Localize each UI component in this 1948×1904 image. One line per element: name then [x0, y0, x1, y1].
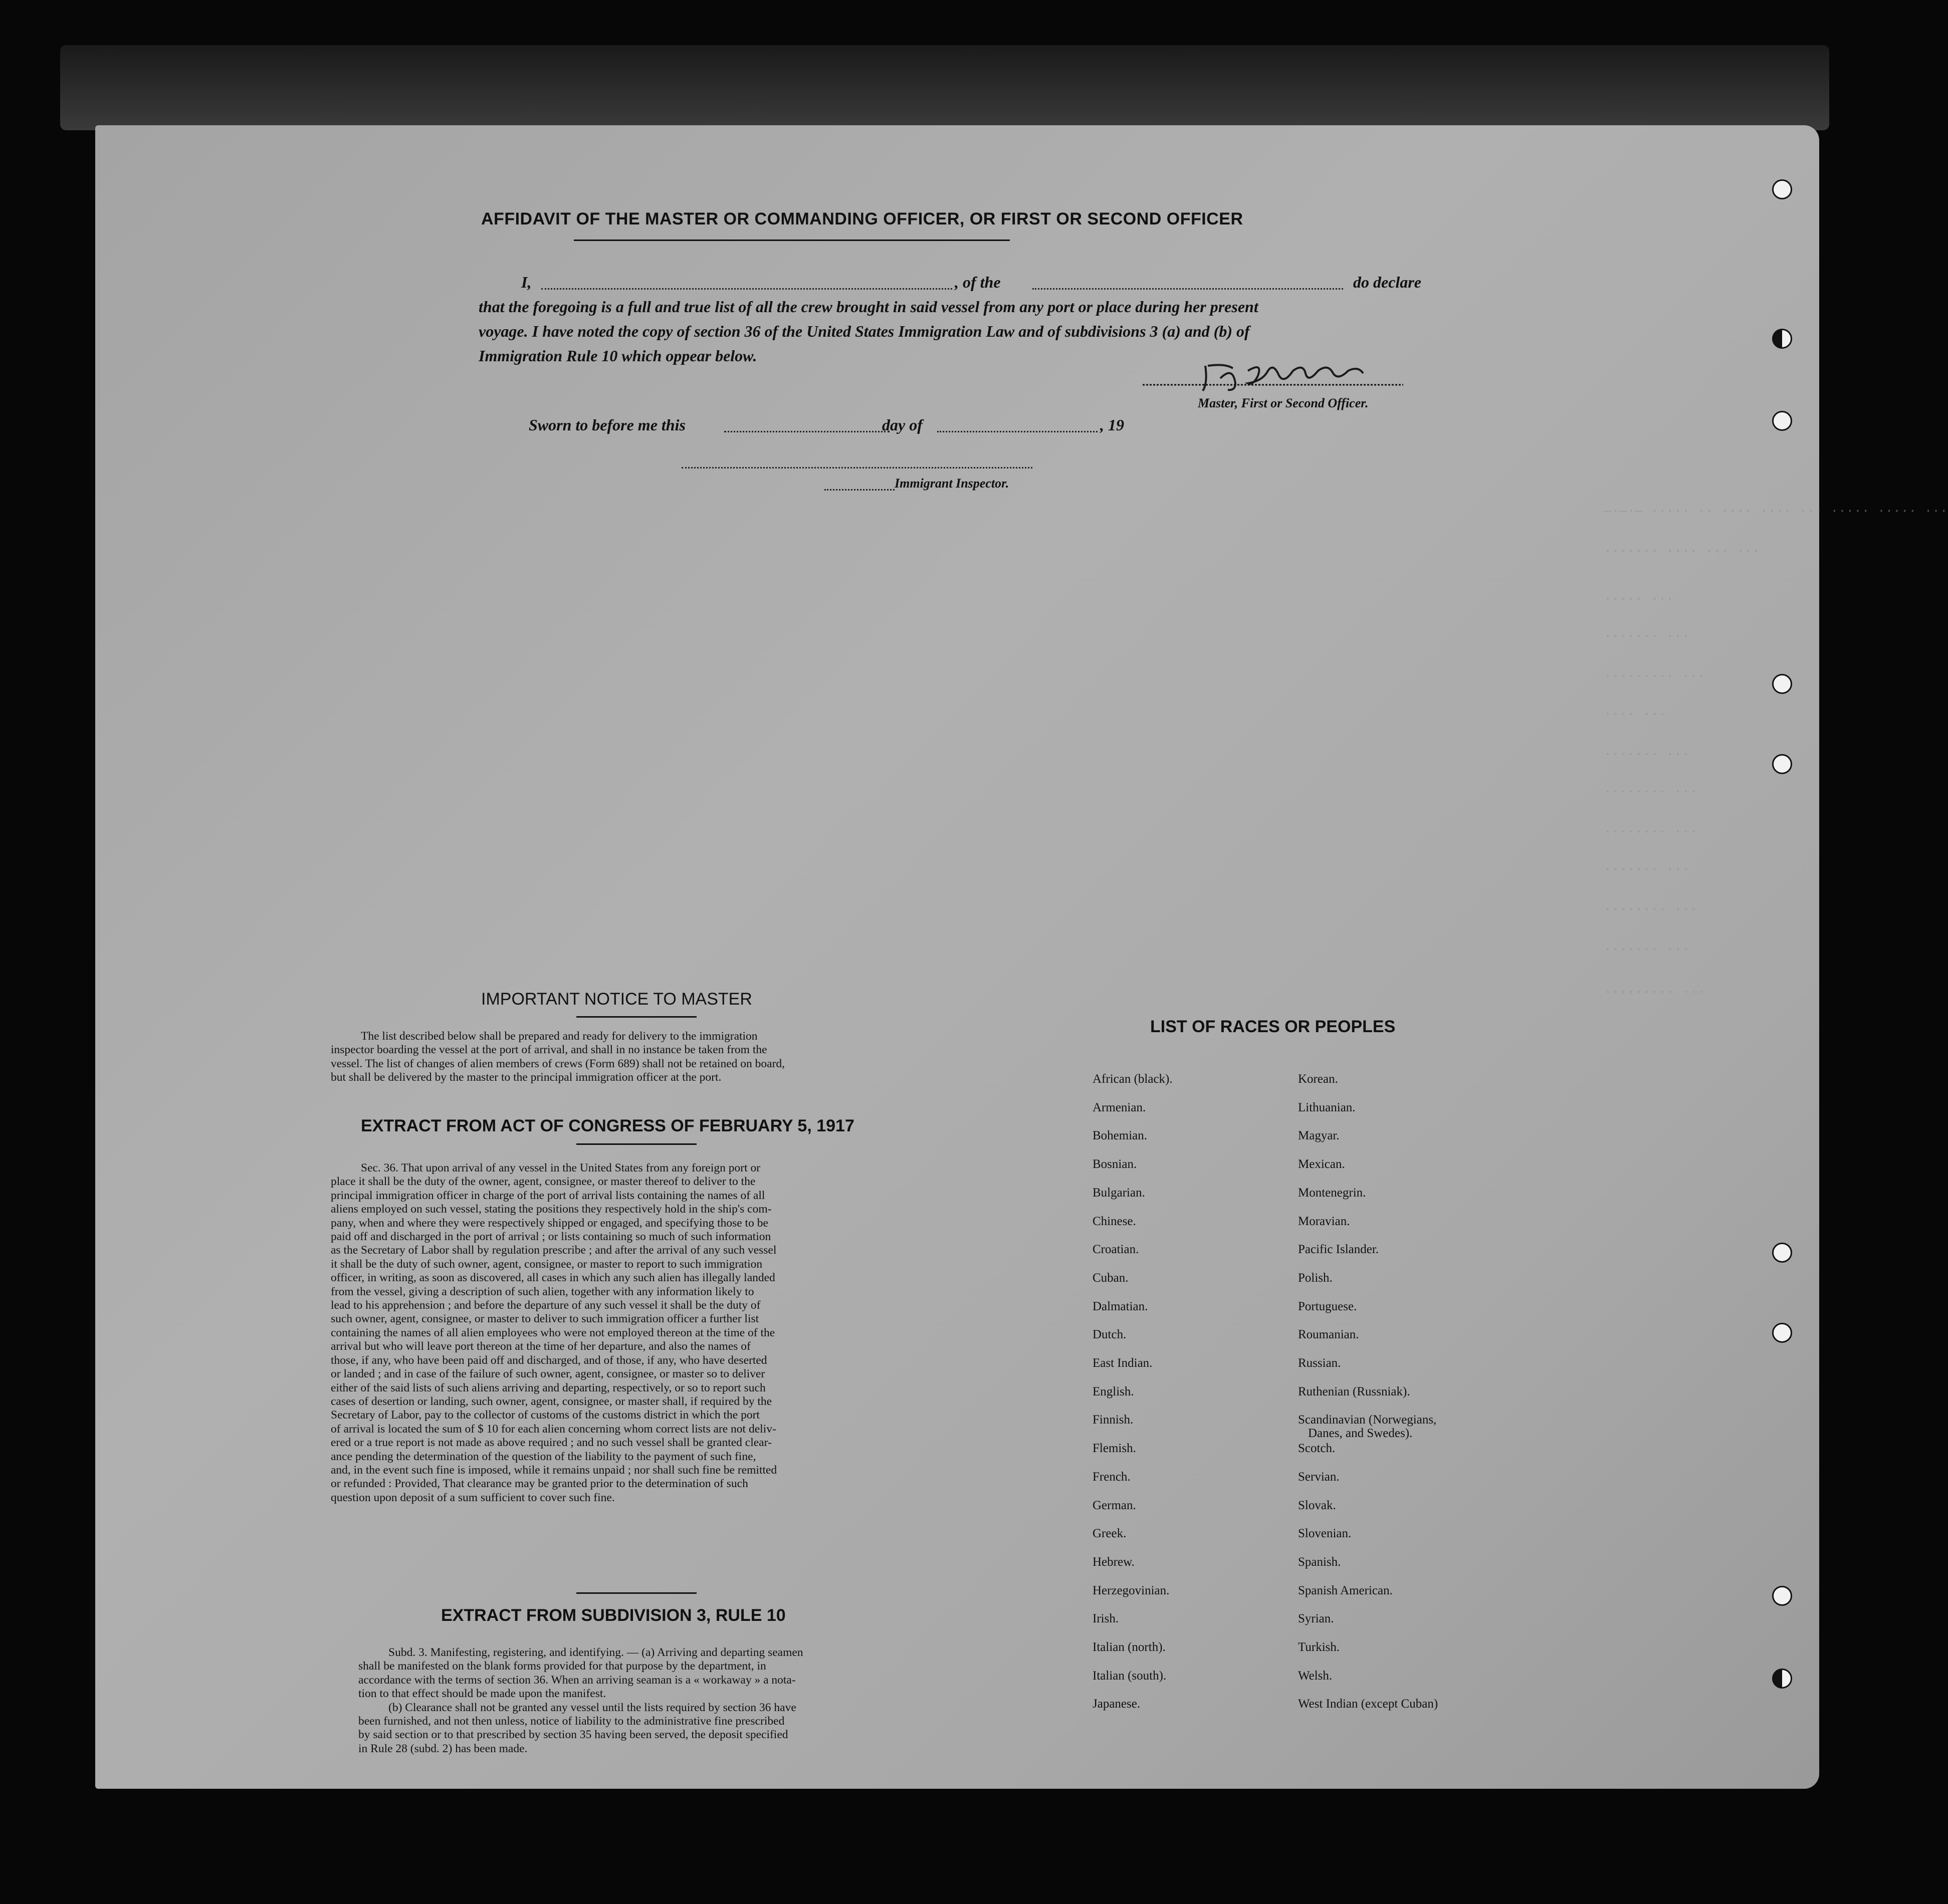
race-item: Welsh.: [1298, 1669, 1333, 1683]
day-blank: [724, 431, 890, 432]
divider: [576, 1143, 697, 1145]
sworn-text-c: , 19: [1100, 416, 1124, 434]
text-line: principal immigration officer in charge of the port of arrival lists containing the names of all: [331, 1188, 765, 1202]
text-line: those, if any, who have been paid off and discharged, and of those, if any, who have deserted: [331, 1353, 767, 1367]
rule-title: EXTRACT FROM SUBDIVISION 3, RULE 10: [441, 1606, 786, 1625]
text-line: ered or a true report is not made as above required ; and no such vessel shall be granted clear-: [331, 1436, 772, 1450]
race-item: African (black).: [1093, 1072, 1173, 1086]
race-item: Pacific Islander.: [1298, 1243, 1379, 1257]
divider: [576, 1592, 697, 1594]
race-item: French.: [1093, 1470, 1131, 1484]
text-line: of arrival is located the sum of $ 10 for each alien concerning whom correct lists are not deliv-: [331, 1422, 776, 1436]
race-item: Moravian.: [1298, 1214, 1350, 1228]
text-line: from the vessel, giving a description of such alien, together with any information likely to: [331, 1285, 754, 1298]
race-item: Spanish American.: [1298, 1583, 1393, 1597]
race-item: Dutch.: [1093, 1328, 1127, 1342]
race-item: Japanese.: [1093, 1697, 1141, 1711]
affidavit-line-2: that the foregoing is a full and true list of all the crew brought in said vessel from any port or place during her present: [479, 298, 1258, 316]
race-item: German.: [1093, 1498, 1136, 1512]
act-title: EXTRACT FROM ACT OF CONGRESS OF FEBRUARY 5, 1917: [361, 1116, 854, 1135]
race-item: Scandinavian (Norwegians,: [1298, 1413, 1437, 1427]
race-item: Greek.: [1093, 1527, 1127, 1541]
month-blank: [937, 431, 1098, 432]
rule-body: [358, 1646, 917, 1756]
race-item: Mexican.: [1298, 1157, 1345, 1171]
text-line: place it shall be the duty of the owner, agent, consignee, or master thereof to deliver to the: [331, 1175, 756, 1188]
text-line: (b) Clearance shall not be granted any vessel until the lists required by section 36 have: [388, 1701, 796, 1714]
text-line: such owner, agent, consignee, or master to deliver to such immigration officer a further list: [331, 1312, 759, 1326]
race-item: Croatian.: [1093, 1243, 1139, 1257]
text-line: tion to that effect should be made upon the manifest.: [358, 1687, 606, 1701]
text-line: it shall be the duty of such owner, agent, consignee, or master to report to such immigration: [331, 1257, 763, 1271]
page-stack-edge: [60, 45, 1829, 130]
race-item: Chinese.: [1093, 1214, 1136, 1228]
text-line: question upon deposit of a sum sufficient to cover such fine.: [331, 1491, 615, 1504]
race-item: Slovenian.: [1298, 1527, 1352, 1541]
race-item: Italian (south).: [1093, 1669, 1167, 1683]
race-item: Italian (north).: [1093, 1640, 1166, 1654]
race-item: West Indian (except Cuban): [1298, 1697, 1438, 1711]
race-item: Russian.: [1298, 1356, 1341, 1370]
race-item: Lithuanian.: [1298, 1100, 1356, 1114]
race-item: Dalmatian.: [1093, 1299, 1148, 1313]
race-item: Finnish.: [1093, 1413, 1134, 1427]
vessel-blank: [1032, 288, 1343, 290]
text-line: or refunded : Provided, That clearance may be granted prior to the determination of such: [331, 1477, 748, 1491]
affidavit-line-1c: do declare: [1353, 273, 1421, 291]
race-item: Herzegovinian.: [1093, 1583, 1170, 1597]
race-item: Portuguese.: [1298, 1299, 1357, 1313]
race-item: East Indian.: [1093, 1356, 1153, 1370]
text-line: pany, when and where they were respectively shipped or engaged, and specifying those to be: [331, 1216, 768, 1230]
handwritten-signature: [1133, 356, 1413, 398]
text-line: containing the names of all alien employees who were not employed thereon at the time of the: [331, 1326, 775, 1339]
race-item: Roumanian.: [1298, 1328, 1359, 1342]
race-item: Servian.: [1298, 1470, 1340, 1484]
inspector-blank-short: [824, 489, 895, 491]
affidavit-line-1b: , of the: [955, 273, 1001, 291]
sworn-text-a: Sworn to before me this: [529, 416, 686, 434]
race-item: Danes, and Swedes).: [1308, 1426, 1413, 1441]
text-line: in Rule 28 (subd. 2) has been made.: [358, 1742, 528, 1755]
notice-title: IMPORTANT NOTICE TO MASTER: [481, 990, 752, 1009]
text-line: shall be manifested on the blank forms provided for that purpose by the department, in: [358, 1659, 766, 1673]
race-item: Cuban.: [1093, 1271, 1129, 1285]
text-line: paid off and discharged in the port of arrival ; or lists containing so much of such information: [331, 1230, 771, 1244]
text-line: Subd. 3. Manifesting, registering, and identifying. — (a) Arriving and departing seamen: [388, 1646, 803, 1659]
race-item: Montenegrin.: [1298, 1185, 1366, 1200]
divider: [576, 1016, 697, 1018]
notice-body: The list described below shall be prepared and ready for delivery to the immigration inspector boarding the vessel at the port of arrival, and shall in no instance be taken from the vessel. The list of changes of alien members of crews (Form 689) shall not be retained on board, but shall be delivered by the master to the principal immigration officer at the port.: [331, 1030, 785, 1084]
text-line: cases of desertion or landing, such owner, agent, consignee, or master shall, if required by the: [331, 1394, 772, 1408]
text-line: aliens employed on such vessel, stating the positions they respectively hold in the ship's com-: [331, 1203, 772, 1216]
text-line: by said section or to that prescribed by section 35 having been served, the deposit specified: [358, 1728, 788, 1742]
race-item: Turkish.: [1298, 1640, 1340, 1654]
text-line: Secretary of Labor, pay to the collector of customs of the customs district in which the port: [331, 1408, 760, 1422]
race-item: Polish.: [1298, 1271, 1333, 1285]
signature-caption: Master, First or Second Officer.: [1198, 396, 1369, 410]
text-line: lead to his apprehension ; and before the departure of any such vessel it shall be the duty of: [331, 1299, 761, 1312]
race-item: Flemish.: [1093, 1442, 1136, 1456]
divider: [574, 240, 1010, 241]
race-item: Korean.: [1298, 1072, 1338, 1086]
affidavit-line-3: voyage. I have noted the copy of section 36 of the United States Immigration Law and of subdivisions 3 (a) and (b) of: [479, 322, 1250, 340]
act-body: [331, 1161, 922, 1505]
race-item: Spanish.: [1298, 1555, 1341, 1569]
race-item: Syrian.: [1298, 1612, 1334, 1626]
text-line: or landed ; and in case of the failure of such owner, agent, consignee, or master so to deliver: [331, 1367, 765, 1381]
race-item: Irish.: [1093, 1612, 1119, 1626]
sworn-text-b: day of: [882, 416, 923, 434]
text-line: been furnished, and not then unless, notice of liability to the administrative fine prescribed: [358, 1715, 785, 1728]
text-line: arrival but who will leave port thereon at the time of her departure, and also the names of: [331, 1340, 751, 1353]
race-item: Scotch.: [1298, 1442, 1336, 1456]
inspector-blank: [682, 467, 1032, 468]
race-item: Bosnian.: [1093, 1157, 1137, 1171]
text-line: officer, in writing, as soon as discovered, all cases in which any such alien has illegally landed: [331, 1271, 775, 1285]
text-line: and, in the event such fine is imposed, while it remains unpaid ; nor shall such fine be remitted: [331, 1463, 777, 1477]
affidavit-title: AFFIDAVIT OF THE MASTER OR COMMANDING OFFICER, OR FIRST OR SECOND OFFICER: [481, 209, 1243, 228]
race-item: English.: [1093, 1384, 1134, 1398]
text-line: ance pending the determination of the question of the liability to the payment of such fine,: [331, 1450, 756, 1463]
affidavit-line-1a: I,: [521, 273, 532, 291]
race-item: Ruthenian (Russniak).: [1298, 1384, 1410, 1398]
affidavit-line-4: Immigration Rule 10 which oppear below.: [479, 347, 757, 365]
race-item: Magyar.: [1298, 1129, 1340, 1143]
race-item: Armenian.: [1093, 1100, 1146, 1114]
inspector-caption: Immigrant Inspector.: [895, 476, 1009, 491]
race-item: Bohemian.: [1093, 1129, 1148, 1143]
name-blank: [541, 288, 952, 290]
race-item: Slovak.: [1298, 1498, 1336, 1512]
race-item: Hebrew.: [1093, 1555, 1135, 1569]
race-item: Bulgarian.: [1093, 1185, 1145, 1200]
document-sheet: [95, 125, 1819, 1789]
text-line: Sec. 36. That upon arrival of any vessel in the United States from any foreign port or: [361, 1161, 761, 1174]
text-line: either of the said lists of such aliens arriving and departing, respectively, or so to report such: [331, 1381, 766, 1394]
races-title: LIST OF RACES OR PEOPLES: [1150, 1017, 1396, 1036]
text-line: accordance with the terms of section 36. When an arriving seaman is a « workaway » a nota-: [358, 1673, 796, 1687]
text-line: as the Secretary of Labor shall by regulation prescribe ; and after the arrival of any such vessel: [331, 1244, 777, 1257]
